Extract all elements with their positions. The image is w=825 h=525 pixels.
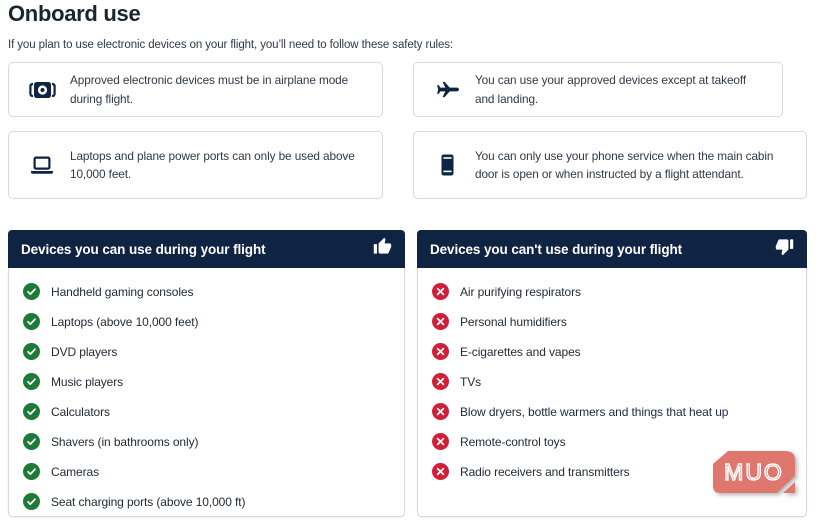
x-circle-icon (432, 313, 449, 330)
rule-card-text: You can only use your phone service when the main cabin door is open or when instructed by a flight attendant. (475, 148, 774, 181)
allowed-panel-body (8, 268, 405, 517)
check-circle-icon (23, 283, 40, 300)
x-circle-icon (432, 463, 449, 480)
intro-text: If you plan to use electronic devices on your flight, you’ll need to follow these safety rules: (8, 39, 454, 51)
list-item (23, 433, 394, 450)
device-label: E-cigarettes and vapes (460, 344, 581, 359)
camera-icon (27, 81, 57, 99)
rule-card-phone-service (413, 131, 807, 199)
muo-watermark-label: MUO (724, 459, 784, 485)
check-circle-icon (23, 373, 40, 390)
device-label: Seat charging ports (above 10,000 ft) (51, 494, 246, 509)
airplane-icon (432, 80, 462, 99)
allowed-panel-header (8, 230, 405, 268)
x-circle-icon (432, 433, 449, 450)
list-item (23, 313, 394, 330)
list-item (23, 283, 394, 300)
list-item (23, 373, 394, 390)
check-circle-icon (23, 313, 40, 330)
list-item (432, 373, 796, 390)
laptop-icon (27, 156, 57, 175)
check-circle-icon (23, 343, 40, 360)
rule-card-airplane-mode (8, 62, 383, 117)
device-label: Calculators (51, 404, 110, 419)
list-item (23, 463, 394, 480)
rule-card-text: Approved electronic devices must be in airplane mode during flight. (70, 73, 349, 106)
thumbs-down-icon (775, 237, 794, 261)
phone-icon (432, 154, 462, 176)
device-label: Laptops (above 10,000 feet) (51, 314, 199, 329)
device-label: Air purifying respirators (460, 284, 581, 299)
device-label: Blow dryers, bottle warmers and things that heat up (460, 404, 729, 419)
check-circle-icon (23, 493, 40, 510)
list-item (432, 313, 796, 330)
device-label: Shavers (in bathrooms only) (51, 434, 199, 449)
allowed-device-list (23, 283, 394, 510)
thumbs-up-icon (373, 237, 392, 261)
device-label: TVs (460, 374, 482, 389)
list-item (432, 283, 796, 300)
check-circle-icon (23, 433, 40, 450)
device-label: Remote-control toys (460, 434, 566, 449)
prohibited-panel-header (417, 230, 807, 268)
allowed-devices-panel (8, 230, 405, 517)
page-title: Onboard use (8, 1, 141, 26)
device-label: Handheld gaming consoles (51, 284, 194, 299)
allowed-panel-title: Devices you can use during your flight (21, 241, 266, 257)
device-label: Radio receivers and transmitters (460, 464, 630, 479)
check-circle-icon (23, 463, 40, 480)
muo-watermark-logo (713, 451, 795, 498)
device-label: Cameras (51, 464, 99, 479)
list-item (23, 343, 394, 360)
list-item (23, 493, 394, 510)
rule-card-takeoff-landing (413, 62, 783, 117)
rule-card-laptops (8, 131, 383, 199)
x-circle-icon (432, 283, 449, 300)
device-label: Music players (51, 374, 124, 389)
x-circle-icon (432, 373, 449, 390)
x-circle-icon (432, 343, 449, 360)
x-circle-icon (432, 403, 449, 420)
list-item (432, 403, 796, 420)
list-item (23, 403, 394, 420)
list-item (432, 433, 796, 450)
device-label: DVD players (51, 344, 118, 359)
rule-card-text: Laptops and plane power ports can only be used above 10,000 feet. (70, 148, 355, 181)
list-item (432, 343, 796, 360)
check-circle-icon (23, 403, 40, 420)
rule-card-text: You can use your approved devices except at takeoff and landing. (475, 73, 747, 106)
prohibited-panel-title: Devices you can't use during your flight (430, 241, 683, 257)
device-label: Personal humidifiers (460, 314, 567, 329)
